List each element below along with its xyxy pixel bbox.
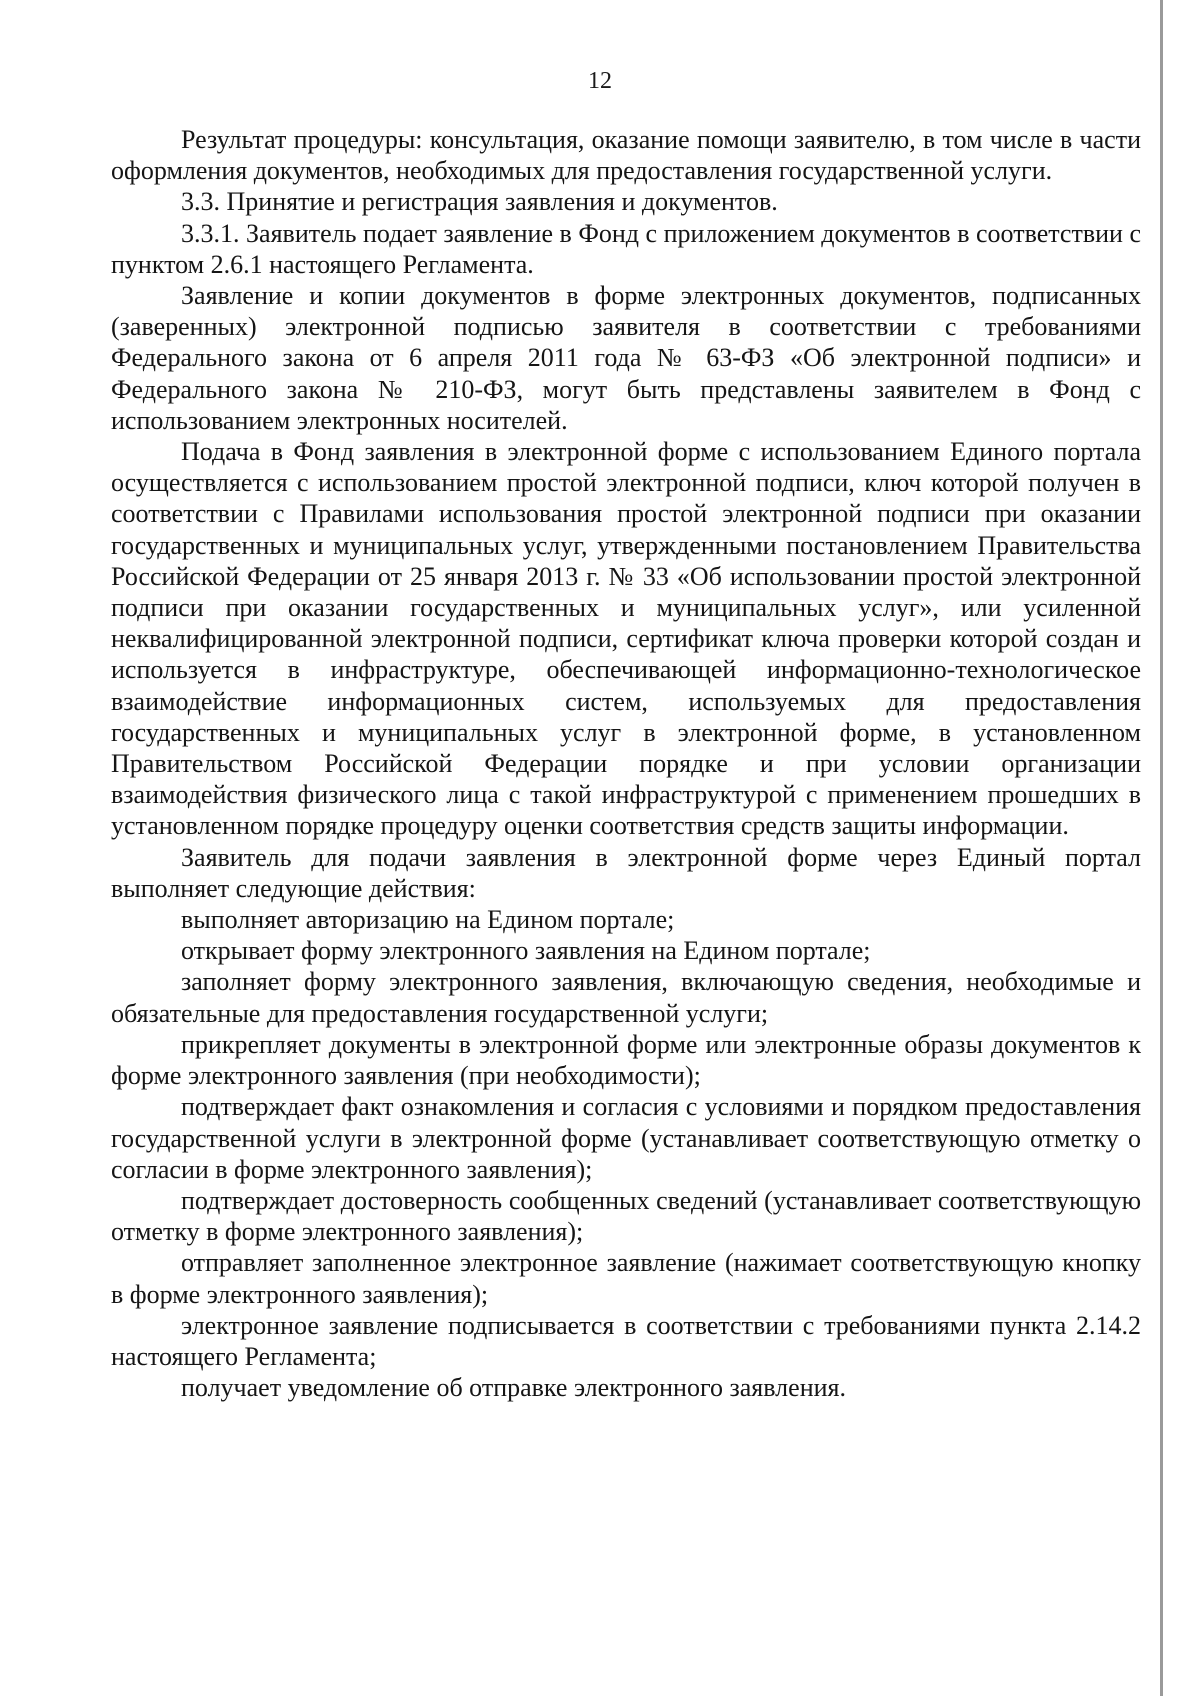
document-body — [111, 124, 1141, 1403]
list-item-signature: электронное заявление подписывается в соответствии с требованиями пункта 2.14.2 настоящего Регламента; — [111, 1310, 1141, 1371]
list-item-authorization: выполняет авторизацию на Едином портале; — [181, 905, 675, 935]
paragraph-procedure-result: Результат процедуры: консультация, оказание помощи заявителю, в том числе в части оформления документов, необходимых для предоставления государственной услуги. — [111, 125, 1141, 186]
scan-edge-line — [1160, 0, 1163, 1696]
list-item-confirm-accuracy: подтверждает достоверность сообщенных сведений (устанавливает соответствующую отметку в форме электронного заявления); — [111, 1185, 1141, 1247]
paragraph-applicant-actions-intro: Заявитель для подачи заявления в электронной форме через Единый портал выполняет следующие действия: — [111, 842, 1141, 903]
list-item-fill-form: заполняет форму электронного заявления, включающую сведения, необходимые и обязательные для предоставления государственной услуги; — [111, 967, 1141, 1028]
list-item-send-application: отправляет заполненное электронное заявление (нажимает соответствующую кнопку в форме электронного заявления); — [111, 1248, 1141, 1309]
page-number: 12 — [588, 68, 612, 94]
list-item-attach-documents: прикрепляет документы в электронной форме или электронные образы документов к форме электронного заявления (при необходимости); — [111, 1029, 1141, 1091]
paragraph-portal-submission: Подача в Фонд заявления в электронной форме с использованием Единого портала осуществляется с использованием простой электронной подписи, ключ которой получен в соответствии с Правилами использования простой электронной подписи при оказании государственных и муниципальных услуг, утвержденными постановлением Правительства Российской Федерации от 25 января 2013 г. № 33 «Об использовании простой электронной подписи при оказании государственных и муниципальных услуг», или усиленной неквалифицированной электронной подписи, сертификат ключа проверки которой создан и используется в инфраструктуре, обеспечивающей информационно-технологическое взаимодействие информационных систем, используемых для предоставления государственных и муниципальных услуг в электронной форме, в установленном Правительством Российской Федерации порядке и при условии организации взаимодействия физического лица с такой инфраструктурой с применением прошедших в установленном порядке процедуру оценки соответствия средств защиты информации. — [111, 437, 1141, 841]
list-item-open-form: открывает форму электронного заявления на Едином портале; — [181, 936, 871, 966]
paragraph-section-3-3-1: 3.3.1. Заявитель подает заявление в Фонд с приложением документов в соответствии с пунктом 2.6.1 настоящего Регламента. — [111, 218, 1141, 279]
list-item-confirm-consent: подтверждает факт ознакомления и согласия с условиями и порядком предоставления государственной услуги в электронной форме (устанавливает соответствующую отметку о согласии в форме электронного заявления); — [111, 1092, 1141, 1184]
list-item-receive-notification: получает уведомление об отправке электронного заявления. — [181, 1373, 846, 1403]
paragraph-electronic-documents: Заявление и копии документов в форме электронных документов, подписанных (заверенных) электронной подписью заявителя в соответствии с требованиями Федерального закона от 6 апреля 2011 года № 63-ФЗ «Об электронной подписи» и Федерального закона № 210-ФЗ, могут быть представлены заявителем в Фонд с использованием электронных носителей. — [111, 281, 1141, 435]
paragraph-section-3-3-heading: 3.3. Принятие и регистрация заявления и документов. — [181, 187, 778, 217]
